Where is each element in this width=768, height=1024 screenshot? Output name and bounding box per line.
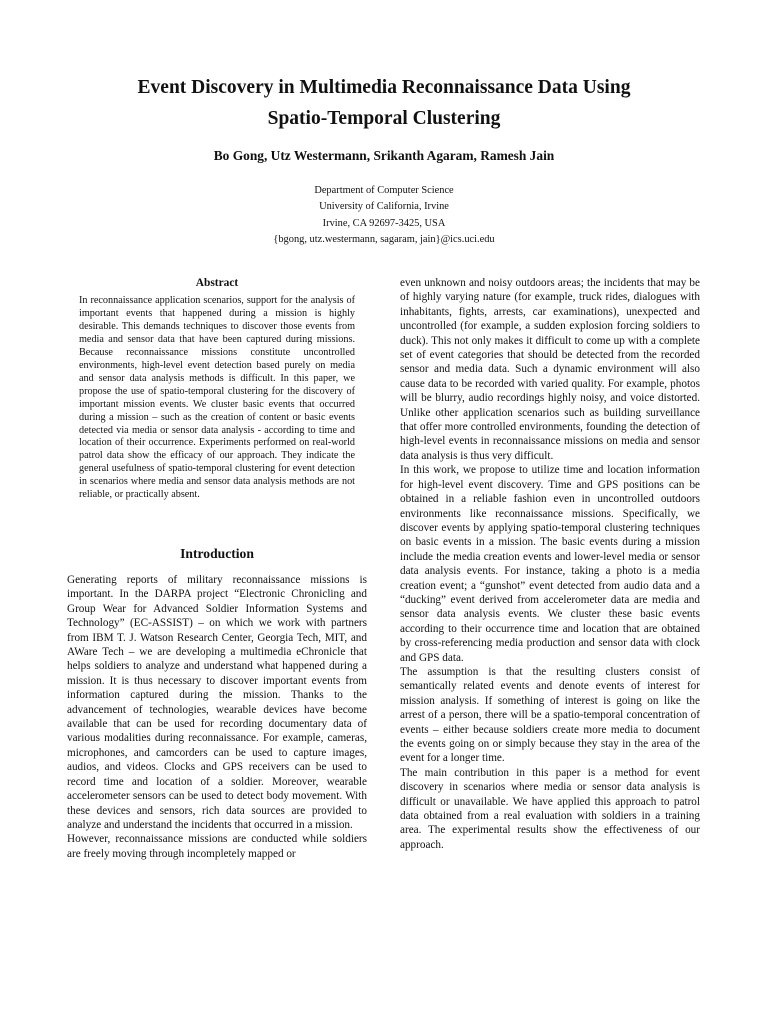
paper-title: [0, 72, 768, 134]
affiliation-block: [0, 183, 768, 249]
paragraph: even unknown and noisy outdoors areas; the incidents that may be of highly varying nature (for example, truck rides, dialogues with inhabitants, fights, arrests, car examinations), unexpected and uncontrolled (for example, a sudden explosion forcing soldiers to duck). This not only makes it difficult to come up with a complete set of event categories that should be detected from the recorded sensor and media data. Such a dynamic environment will also cause data to be recorded with varied quality. For example, photos will be blurry, audio recordings highly noisy, and voice distorted. Unlike other application scenarios such as building surveillance that offer more controlled environments, founding the detection of high-level events in reconnaissance missions on media and sensor data analysis is thus very difficult.: [400, 277, 700, 462]
title-line-2: Spatio-Temporal Clustering: [267, 108, 501, 129]
affiliation-emails: {bgong, utz.westermann, sagaram, jain}@ics.uci.edu: [273, 234, 495, 246]
abstract-text: In reconnaissance application scenarios, support for the analysis of important events that happened during a mission is highly desirable. This demands techniques to discover those events from media and sensor data that have been captured during missions. Because reconnaissance missions constitute uncontrolled environments, high-level event detection based purely on media and sensor data analysis methods is difficult. In this paper, we propose the use of spatio-temporal clustering for the discovery of important mission events. We cluster basic events that occurred during a mission – such as the creation of content or basic events detected via media or sensor data analysis - according to time and location of their occurrence. Experiments performed on real-world patrol data show the efficacy of our approach. They indicate the general usefulness of spatio-temporal clustering for event detection in scenarios where media and sensor data analysis methods are not reliable, or practically absent.: [79, 295, 355, 501]
abstract-section: [79, 277, 355, 502]
introduction-heading: Introduction: [180, 546, 254, 561]
paragraph: However, reconnaissance missions are conducted while soldiers are freely moving through incompletely mapped or: [67, 833, 367, 860]
left-column-body: [67, 573, 367, 861]
abstract-heading: Abstract: [195, 277, 239, 289]
right-column-body: [400, 276, 700, 852]
paragraph: Generating reports of military reconnaissance missions is important. In the DARPA project “Electronic Chronicling and Group Wear for Advanced Soldier Information Systems and Technology” (EC-ASSIST) – on which we work with partners from IBM T. J. Watson Research Center, Georgia Tech, MIT, and AWare Tech – we are developing a multimedia eChronicle that helps soldiers to analyze and understand what happened during a mission. It is thus necessary to discover important events from information captured during the mission. Thanks to the advancement of technologies, wearable devices have become available that can be used for recording documentary data of various modalities during reconnaissance. For example, cameras, microphones, and camcorders can be used to capture images, audios, and videos. Clocks and GPS receivers can be used to record time and location of a soldier. Moreover, wearable accelerometer sensors can be used to detect body movement. With these devices and sensors, rich data sources are provided to analyze and understand the incidents that occurred in a mission.: [67, 574, 367, 831]
paragraph: The main contribution in this paper is a method for event discovery in scenarios where media or sensor data analysis is difficult or unavailable. We have applied this approach to patrol data obtained from a real evaluation with soldiers in a training area. The experimental results show the effectiveness of our approach.: [400, 766, 700, 851]
affiliation-address: Irvine, CA 92697-3425, USA: [322, 217, 446, 229]
author-list: Bo Gong, Utz Westermann, Srikanth Agaram, Ramesh Jain: [213, 148, 555, 163]
affiliation-department: Department of Computer Science: [314, 185, 454, 196]
paragraph: In this work, we propose to utilize time and location information for high-level event discovery. Time and GPS positions can be obtained in a reliable fashion even in uncontrolled outdoors environments like reconnaissance missions. Specifically, we discover events by applying spatio-temporal clustering techniques on basic events in a mission. The basic events during a mission include the media creation events and lower-level media or sensor data analysis events. For instance, taking a photo is a media creation event; a “gunshot” event detected from audio data and a “ducking” event derived from accelerometer data are media and sensor data analysis events. We cluster these basic events according to their occurrence time and location that are obtained by cross-referencing media production and sensor data with clock and GPS data.: [400, 464, 700, 664]
affiliation-university: University of California, Irvine: [319, 201, 449, 213]
title-line-1: Event Discovery in Multimedia Reconnaissance Data Using: [137, 77, 631, 98]
paragraph: The assumption is that the resulting clusters consist of semantically related events and denote events of interest for mission analysis. If something of interest is going on like the arrest of a person, there will be a spatio-temporal concentration of events – either because soldiers create more media to document the events going on or simply because they stay in the area of the event for a longer time.: [400, 665, 700, 765]
